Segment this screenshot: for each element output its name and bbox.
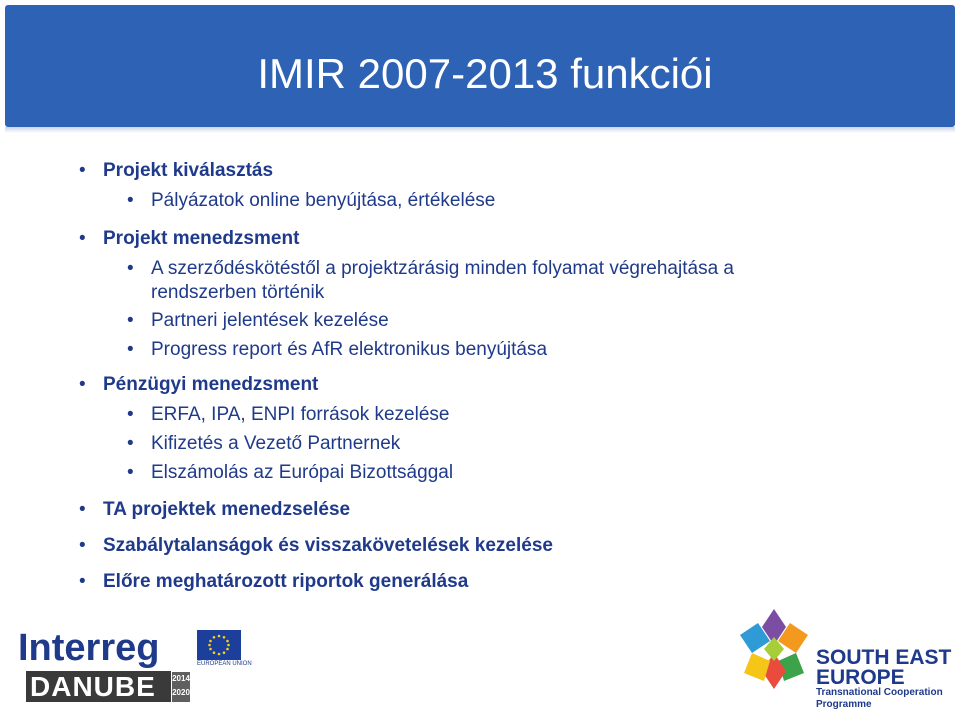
slide-title: IMIR 2007-2013 funkciói: [257, 50, 713, 97]
bullet-item: • TA projektek menedzselése: [103, 498, 350, 522]
bullet-item: • Elszámolás az Európai Bizottsággal: [151, 461, 453, 485]
bullet-item: • Pályázatok online benyújtása, értékelése: [151, 189, 495, 213]
bullet-item: • Progress report és AfR elektronikus benyújtása: [151, 338, 547, 362]
bullet-item: • ERFA, IPA, ENPI források kezelése: [151, 403, 449, 427]
bullet-item: • Pénzügyi menedzsment: [103, 373, 318, 397]
bullet-item: • Partneri jelentések kezelése: [151, 309, 389, 333]
year-start: 2014: [172, 674, 190, 683]
bullet-item: • Kifizetés a Vezető Partnernek: [151, 432, 400, 456]
danube-wordmark: DANUBE: [30, 671, 156, 702]
bullet-item: • A szerződéskötéstől a projektzárásig minden folyamat végrehajtása a rendszerben történik: [151, 257, 831, 305]
see-star-icon: [738, 607, 810, 691]
programme-years: [172, 672, 190, 702]
interreg-wordmark: Interreg: [18, 627, 160, 669]
eu-flag-icon: [197, 630, 241, 660]
year-end: 2020: [172, 688, 190, 697]
see-wordmark-line2: EUROPE: [816, 666, 905, 689]
see-tagline: Transnational Cooperation Programme: [816, 687, 943, 710]
bullet-item: • Előre meghatározott riportok generálása: [103, 570, 468, 594]
bullet-item: • Szabálytalanságok és visszakövetelések kezelése: [103, 534, 553, 558]
danube-logo: [26, 671, 171, 702]
bullet-item: • Projekt kiválasztás: [103, 159, 273, 183]
eu-caption: EUROPEAN UNION: [197, 661, 252, 667]
see-wordmark-line1: SOUTH EAST: [816, 646, 952, 669]
bullet-item: • Projekt menedzsment: [103, 227, 299, 251]
